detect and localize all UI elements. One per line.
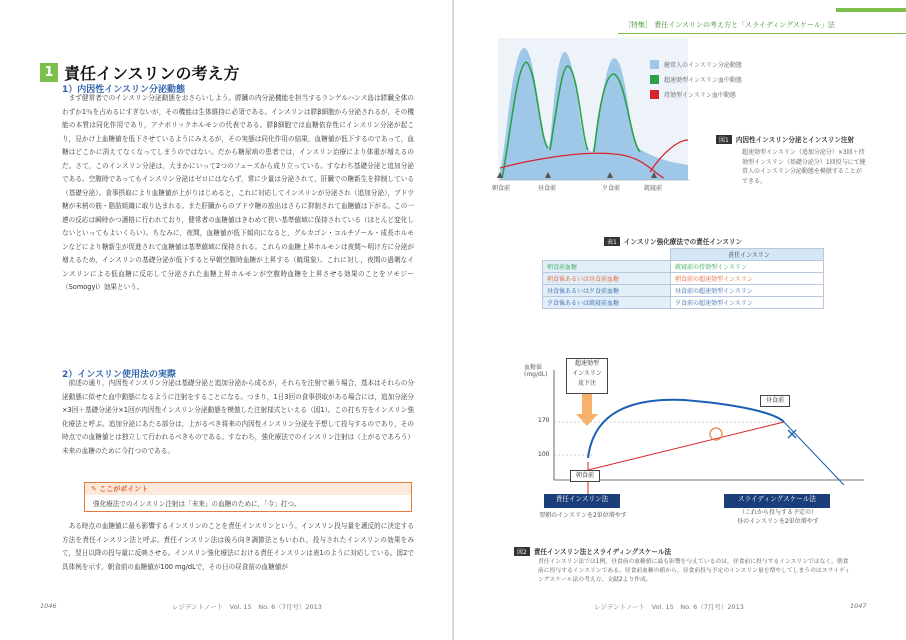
legend-long: 持効型インスリン血中動態 [650,90,736,99]
fig2-y-tick-170: 170 [538,417,550,424]
table1-caption [604,236,742,246]
table-row: 朝食後あるいは昼食前血糖 朝食前の超速効型インスリン [543,273,824,285]
figure2-caption-title: 責任インスリン法とスライディングスケール法 [533,548,672,556]
header-title: 責任インスリンの考え方と「スライディングスケール」法 [654,21,835,29]
table1-caption-title: インスリン強化療法での責任インスリン [623,238,743,246]
legend-rapid: 超速効型インスリン血中動態 [650,75,742,84]
figure2-tag: 図2 [514,547,530,556]
figure1-caption-title: 内因性インスリン分泌とインスリン注射 [735,136,855,144]
table-row: 昼食後あるいは夕食前血糖 昼食前の超速効型インスリン [543,285,824,297]
section-title-text: 責任インスリンの考え方 [64,64,240,83]
right-page [454,0,906,640]
page-number-right: 1047 [850,602,867,610]
point-box [84,482,412,512]
responsible-arrow-line [588,422,784,470]
sliding-arrow-line [784,422,844,485]
left-page [0,0,452,640]
figure2-caption [514,546,854,585]
footer-journal-right: レジデントノート Vol. 15 No. 6（7月号）2013 [594,603,744,611]
table-row: 朝食前血糖 就寝前の持効型インスリン [543,261,824,273]
body-text-secretion: まず健常者でのインスリン分泌動態をおさらいしよう。膵臓の内分泌機能を担当するランゲルハンス島は膵臓全体のわずか1％を占めるにすぎないが，その機能は生体維持に必須である。インスリンは膵β細胞から分泌されるが，その機能の本質は同化作用であり，アナボリックホルモンの代表である。膵β細胞では血糖依存性にインスリン分泌が起こり，見かけ上血糖値を低下させているようにみえるが，その実態は同化作用の結果，血糖値が低下するのであって，血糖はどこかに消えてなくなってしまうのではない。だから糖尿病の患者では，インスリン治療により体重が増えるのだ。さて，このインスリン分泌は，大まかにいって2つのフェーズから成り立っている。すなわち基礎分泌と追加分泌である。空腹時であってもインスリン分泌はゼロにはならず，常に少量は分泌されて，肝臓での糖新生を抑制している（基礎分泌）。食事摂取により血糖値が上がりはじめると，これに対応してインスリンが分泌され（追加分泌），ブドウ糖が末梢の筋・脂肪組織に取り込まれる。また肝臓からのブドウ糖の放出はさらに抑制されて血糖値は下がる。この一連の反応は瞬時かつ適格に行われており，健常者の血糖値はきわめて狭い基準値域に保持されている（ほとんど変化しないといってもよいくらい）。ちなみに，夜間，血糖値が低下傾向になると，グルカゴン・コルチゾール・成長ホルモンなどにより糖新生が促進されて血糖値は基準値域に保持される。これらの血糖上昇ホルモンは夜間～明け方に分泌が増えるため，インスリンの基礎分泌が低下すると早朝空腹時血糖が上昇する（暁現象）。これに対し，夜間の過剰なインスリンによる低血糖に反応して分泌された血糖上昇ホルモンが空腹時血糖を上昇させる効果のことをソモジー（Somogyi）効果という。 [62,94,414,291]
table-header: 責任インスリン [671,249,824,261]
insulin-injection-box: 超速効型 インスリン 皮下注 [566,358,608,394]
responsible-method-box: 責任インスリン法 [544,494,620,508]
section-title [40,61,240,84]
point-heading-text: ここがポイント [99,485,149,493]
table1 [542,248,824,309]
subheading-usage: 2）インスリン使用法の実際 [62,370,176,380]
figure2-caption-body: 責任インスリン法では1例，昼食前の血糖値に最も影響を与えているのは，昼食前に投与するインスリンではなく，朝食前に投与するインスリンである。昼食前血糖の値から，昼食前投与予定のインスリン量を増やしてしまうのはスライディングスケール法の考え方。文献2より作成。 [538,559,851,583]
before-lunch-label: 昼食前 [760,395,790,407]
figure1-caption [716,134,866,186]
legend-healthy: 健常人のインスリン分泌動態 [650,60,742,69]
fig2-y-tick-100: 100 [538,451,550,458]
insulin-arrow-head [576,414,598,426]
responsible-note: 翌朝のインスリンを2単位増やす [539,512,627,519]
fig2-ylabel: 血糖値 (mg/dL) [524,364,548,378]
body-text-usage: 前述の通り，内因性インスリン分泌は基礎分泌と追加分泌から成るが，それらを注射で補う場合，基本はそれらの分泌動態に似せた血中動態になるように注射をすることになる。つまり，1日3回の食事摂取がある場合には，追加分泌分×3回＋基礎分泌分×1回が内因性インスリン分泌動態を模倣した注射様式といえる（図1）。この打ち方をインスリン強化療法と呼ぶ。追加分泌にあたる部分は，上がるべき将来の内因性インスリン分泌を予想して投与するのであり，その時点での血糖値とは独立して行われるべきものである。すなわち，強化療法でのインスリン注射は（上がるであろう）未来の血糖のために今打つのである。 [62,379,414,455]
table1-tag: 表1 [604,237,620,246]
fig1-x-label-breakfast: 朝食前 [492,185,511,192]
figure1-tag: 図1 [716,135,732,144]
body-text-responsible: ある時点の血糖値に最も影響するインスリンのことを責任インスリンという。インスリン投与量を適反的に決定する方法を責任インスリン法と呼ぶ。責任インスリン法は後ろ向き調節法ともいわれ，投与されたインスリンの効果をみて，翌日以降の投与量に反映させる。インスリン強化療法における責任インスリンは表1のように対応している。図2で具体例を示す，朝食前の血糖値が100 mg/dLで，その日の昼食前の血糖値が [62,522,414,571]
insulin-arrow-body [582,394,592,414]
point-text: 強化療法でのインスリン注射は「未来」の血糖のために，「今」打つ。 [93,500,301,508]
sliding-note: （これから投与する予定の） 昼のインスリンを2単位増やす [737,509,819,525]
pencil-icon: ✎ [91,485,100,493]
table-row: 夕食後あるいは就寝前血糖 夕食前の超速効型インスリン [543,297,824,309]
footer-journal: レジデントノート Vol. 15 No. 6（7月号）2013 [172,603,322,611]
point-heading [85,483,411,495]
header-tag: ［特集］ [624,21,652,29]
sliding-scale-box: スライディングスケール法 [724,494,830,508]
fig1-x-label-dinner: 夕食前 [602,185,621,192]
fig1-x-label-lunch: 昼食前 [538,185,557,192]
fig1-x-label-bedtime: 就寝前 [644,185,663,192]
before-breakfast-label: 朝食前 [570,470,600,482]
table-header-row [543,249,824,261]
figure1-caption-body: 超速効型インスリン（追加分泌分）×3回＋持効型インスリン（基礎分泌分）1回投与にて健常人のインスリン分泌動態を模倣することができる。 [742,149,866,185]
page-number: 1046 [40,602,57,610]
section-number: 1 [40,63,58,82]
subheading-secretion: 1）内因性インスリン分泌動態 [62,85,185,95]
